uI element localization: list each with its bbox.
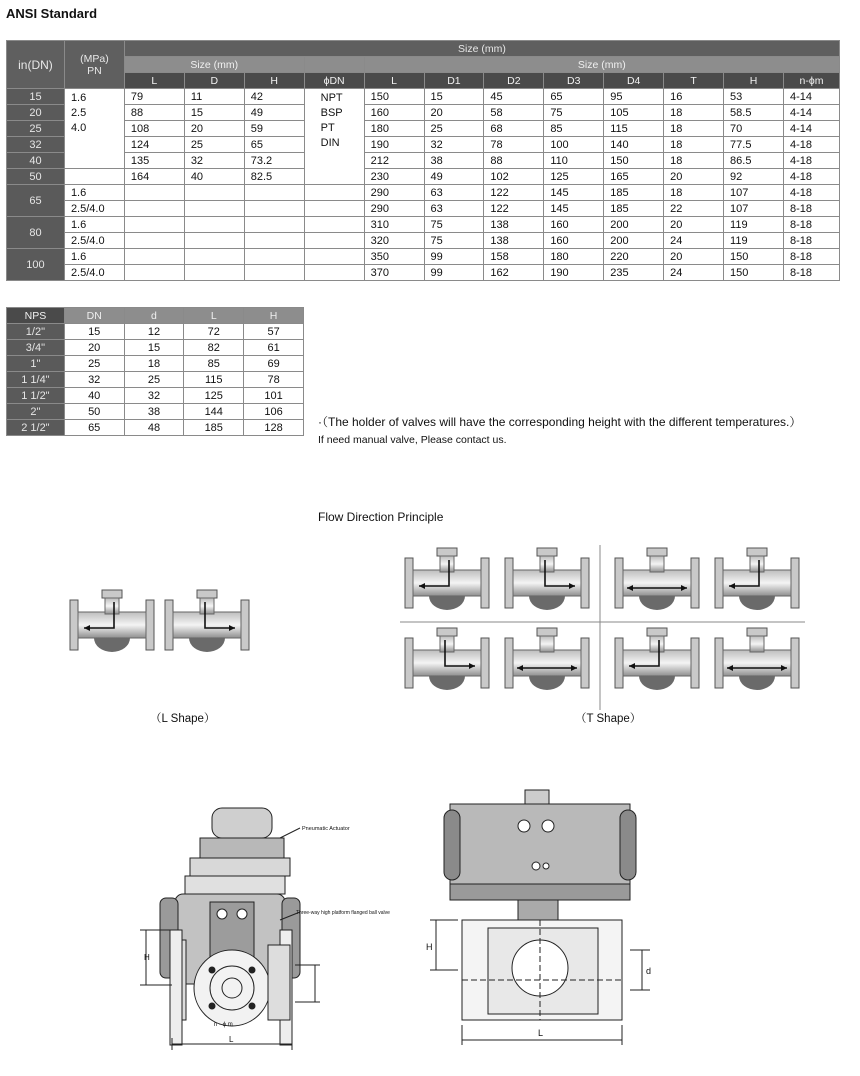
connection-type: DIN [320,137,340,149]
empty-cell [244,265,304,281]
cell: 115 [604,121,664,137]
empty-cell [244,185,304,201]
cell: 138 [484,217,544,233]
cell: 119 [724,233,784,249]
cell: 12 [124,324,184,340]
cell: 107 [724,185,784,201]
indicator-cap [212,808,272,838]
cell: 99 [424,265,484,281]
cell: 190 [364,137,424,153]
cell: 48 [124,420,184,436]
column-header: L [364,73,424,89]
dn-cell: 65 [7,185,65,217]
empty-cell [304,185,364,201]
column-header-connection: ϕDN [304,73,364,89]
cell: 18 [124,356,184,372]
cell: 61 [244,340,304,356]
l-shape-caption: （L Shape） [150,713,216,725]
cell: 18 [664,153,724,169]
empty-cell [304,265,364,281]
cell: 32 [64,372,124,388]
cell: 32 [124,388,184,404]
cell: 185 [184,420,244,436]
cell: 145 [544,201,604,217]
cell-l: 124 [124,137,184,153]
l-shape-valve-1 [70,590,154,652]
table-row [7,388,304,404]
cell: 200 [604,233,664,249]
connection-type: BSP [320,107,343,119]
cell: 4-18 [783,153,839,169]
cell: 78 [244,372,304,388]
cell: 310 [364,217,424,233]
actuator-housing [450,804,630,884]
t-shape-valve-7 [615,628,699,690]
cell: 107 [724,201,784,217]
cell: 115 [184,372,244,388]
cell: 105 [604,105,664,121]
cell: 220 [604,249,664,265]
cell: 86.5 [724,153,784,169]
table-row [7,121,840,137]
cell: 180 [544,249,604,265]
cell: 65 [64,420,124,436]
pn-value: 2.5 [70,107,87,119]
t-shape-valve-6 [505,628,589,690]
header-pn-label: PN [87,64,102,77]
cell: 144 [184,404,244,420]
cell: 145 [544,185,604,201]
empty-cell [304,233,364,249]
cell: 18 [664,121,724,137]
connection-type: PT [320,122,335,134]
dn-cell: 50 [7,169,65,185]
empty-cell [184,201,244,217]
nps-cell: 2 1/2" [7,420,65,436]
flow-direction-diagrams [0,540,860,720]
cell-d: 32 [184,153,244,169]
table-row [7,265,840,281]
dn-cell: 80 [7,217,65,249]
cell-d: 20 [184,121,244,137]
pn-cell: 2.5/4.0 [64,265,124,281]
cell: 110 [544,153,604,169]
cell: 200 [604,217,664,233]
empty-cell [304,249,364,265]
cell: 320 [364,233,424,249]
cell: 122 [484,201,544,217]
cell: 106 [244,404,304,420]
cell-h: 82.5 [244,169,304,185]
cell: 68 [484,121,544,137]
empty-cell [124,217,184,233]
table-row [7,217,840,233]
table-row [7,233,840,249]
actuator-label: Pneumatic Actuator [302,826,350,832]
t-shape-valve-1 [405,548,489,610]
cell: 24 [664,233,724,249]
cell: 8-18 [783,265,839,281]
table-row [7,372,304,388]
empty-cell [124,265,184,281]
cell: 77.5 [724,137,784,153]
nps-cell: 1" [7,356,65,372]
table-row [7,137,840,153]
cell: 8-18 [783,233,839,249]
cell: 20 [664,249,724,265]
cell: 78 [484,137,544,153]
cell-l: 79 [124,89,184,105]
cell: 140 [604,137,664,153]
page-title: ANSI Standard [6,6,98,21]
pn-group-cell [64,89,124,169]
table-row [7,105,840,121]
header-blank [304,57,364,73]
column-header: D [184,73,244,89]
cell: 53 [724,89,784,105]
dim-h-left: H [144,953,150,962]
dim-h-right: H [426,942,433,952]
cell: 38 [424,153,484,169]
column-header: H [244,308,304,324]
cell-l: 108 [124,121,184,137]
empty-cell [124,233,184,249]
t-shape-valve-3 [615,548,699,610]
cell: 150 [364,89,424,105]
cell: 40 [64,388,124,404]
cell: 350 [364,249,424,265]
flow-title: Flow Direction Principle [318,510,444,524]
cell: 138 [484,233,544,249]
pn-cell: 2.5/4.0 [64,233,124,249]
header-size-left: Size (mm) [124,57,304,73]
dn-cell: 25 [7,121,65,137]
connection-cell [304,89,364,185]
cell-d: 11 [184,89,244,105]
cell: 8-18 [783,217,839,233]
cell: 75 [424,233,484,249]
t-shape-valve-8 [715,628,799,690]
cell-h: 65 [244,137,304,153]
cell: 212 [364,153,424,169]
table-row [7,340,304,356]
column-header: d [124,308,184,324]
table-row [7,356,304,372]
cell: 20 [664,217,724,233]
empty-cell [184,217,244,233]
left-actuator-drawing [140,808,320,1050]
cell: 8-18 [783,249,839,265]
cell: 128 [244,420,304,436]
empty-cell [244,233,304,249]
right-actuator-drawing [430,790,650,1045]
column-header: D4 [604,73,664,89]
cell: 25 [124,372,184,388]
cell: 85 [544,121,604,137]
cell: 22 [664,201,724,217]
cell: 15 [424,89,484,105]
cell: 92 [724,169,784,185]
t-shape-valve-5 [405,628,489,690]
l-shape-group [70,590,249,652]
cell: 101 [244,388,304,404]
header-pn [64,41,124,89]
cell: 72 [184,324,244,340]
table-row [7,185,840,201]
cell: 230 [364,169,424,185]
dn-cell: 32 [7,137,65,153]
column-header: L [184,308,244,324]
t-shape-caption: （T Shape） [575,713,642,725]
table-row [7,201,840,217]
cell: 38 [124,404,184,420]
cell-l: 88 [124,105,184,121]
pn-value: 1.6 [70,92,87,104]
nps-cell: 1 1/4" [7,372,65,388]
cell: 4-14 [783,121,839,137]
t-shape-valve-4 [715,548,799,610]
cell: 180 [364,121,424,137]
empty-cell [184,265,244,281]
cell: 25 [424,121,484,137]
empty-cell [184,249,244,265]
header-pn-unit: (MPa) [80,52,109,65]
header-dn: in(DN) [7,41,65,89]
cell: 125 [184,388,244,404]
cell: 150 [724,265,784,281]
column-header: n-ϕm [783,73,839,89]
empty-cell [184,185,244,201]
table-row [7,420,304,436]
cell: 57 [244,324,304,340]
cell: 24 [664,265,724,281]
cell: 150 [604,153,664,169]
dim-d-right: d [646,966,652,976]
table-row [7,153,840,169]
cell-d: 40 [184,169,244,185]
temperature-note: ·（The holder of valves will have the corresponding height with the different temperatures.） [318,415,802,429]
valve-label: Three-way high platform flanged ball valve [296,910,390,916]
cell-d: 15 [184,105,244,121]
empty-cell [244,249,304,265]
cell: 15 [64,324,124,340]
empty-cell [244,201,304,217]
column-header: H [244,73,304,89]
column-header: DN [64,308,124,324]
dn-cell: 20 [7,105,65,121]
cell: 63 [424,201,484,217]
table-row [7,324,304,340]
actuator-drawings [0,780,860,1070]
cell-d: 25 [184,137,244,153]
empty-cell [124,249,184,265]
cell: 82 [184,340,244,356]
manual-valve-note: If need manual valve, Please contact us. [318,434,507,446]
header-size-top: Size (mm) [124,41,839,57]
cell: 85 [184,356,244,372]
cell: 16 [664,89,724,105]
nps-dimension-table [6,307,304,436]
cell: 125 [544,169,604,185]
dim-l-right: L [538,1028,544,1038]
cell: 185 [604,185,664,201]
pn-cell: 2.5/4.0 [64,201,124,217]
column-header: NPS [7,308,65,324]
cell: 8-18 [783,201,839,217]
cell: 63 [424,185,484,201]
empty-cell [244,217,304,233]
cell: 65 [544,89,604,105]
cell: 75 [424,217,484,233]
column-header: T [664,73,724,89]
column-header: L [124,73,184,89]
cell: 119 [724,217,784,233]
cell-h: 73.2 [244,153,304,169]
cell-l: 164 [124,169,184,185]
cell: 4-14 [783,89,839,105]
column-header: D1 [424,73,484,89]
empty-cell [304,201,364,217]
pn-cell: 1.6 [64,249,124,265]
t-shape-group [400,545,805,710]
cell-l: 135 [124,153,184,169]
dim-phi: n - ϕ m [214,1022,233,1028]
cell: 50 [64,404,124,420]
empty-cell [124,201,184,217]
dim-l-left: L [229,1035,234,1044]
cell: 25 [64,356,124,372]
cell: 185 [604,201,664,217]
column-header: H [724,73,784,89]
nps-cell: 1/2" [7,324,65,340]
cell: 45 [484,89,544,105]
cell: 160 [544,233,604,249]
cell: 102 [484,169,544,185]
cell: 4-18 [783,169,839,185]
cell-h: 42 [244,89,304,105]
cell: 32 [424,137,484,153]
cell: 165 [604,169,664,185]
cell: 370 [364,265,424,281]
empty-cell [124,185,184,201]
cell: 150 [724,249,784,265]
empty-cell [304,217,364,233]
cell: 162 [484,265,544,281]
nps-cell: 3/4" [7,340,65,356]
pn-empty-cell [64,169,124,185]
pn-cell: 1.6 [64,217,124,233]
table-row [7,249,840,265]
cell: 18 [664,137,724,153]
cell: 58.5 [724,105,784,121]
cell: 290 [364,201,424,217]
cell: 160 [544,217,604,233]
cell-h: 49 [244,105,304,121]
empty-cell [184,233,244,249]
l-shape-valve-2 [165,590,249,652]
cell: 100 [544,137,604,153]
cell: 190 [544,265,604,281]
cell: 70 [724,121,784,137]
cell: 4-18 [783,185,839,201]
column-header: D3 [544,73,604,89]
cell: 58 [484,105,544,121]
cell: 69 [244,356,304,372]
table-row [7,89,840,105]
cell: 15 [124,340,184,356]
cell: 49 [424,169,484,185]
cell: 235 [604,265,664,281]
cell: 20 [64,340,124,356]
dn-cell: 100 [7,249,65,281]
cell: 18 [664,105,724,121]
cell: 20 [664,169,724,185]
nps-cell: 2" [7,404,65,420]
cell-h: 59 [244,121,304,137]
cell: 18 [664,185,724,201]
t-shape-valve-2 [505,548,589,610]
cell: 4-14 [783,105,839,121]
column-header: D2 [484,73,544,89]
cell: 4-18 [783,137,839,153]
cell: 20 [424,105,484,121]
connection-type: NPT [320,92,343,104]
cell: 158 [484,249,544,265]
cell: 122 [484,185,544,201]
nps-cell: 1 1/2" [7,388,65,404]
pn-value: 4.0 [70,122,87,134]
cell: 290 [364,185,424,201]
cell: 95 [604,89,664,105]
cell: 88 [484,153,544,169]
cell: 99 [424,249,484,265]
cell: 160 [364,105,424,121]
table-row [7,404,304,420]
table-row [7,169,840,185]
ansi-dimension-table [6,40,840,281]
dn-cell: 40 [7,153,65,169]
header-size-right: Size (mm) [364,57,839,73]
cell: 75 [544,105,604,121]
dn-cell: 15 [7,89,65,105]
pn-cell: 1.6 [64,185,124,201]
